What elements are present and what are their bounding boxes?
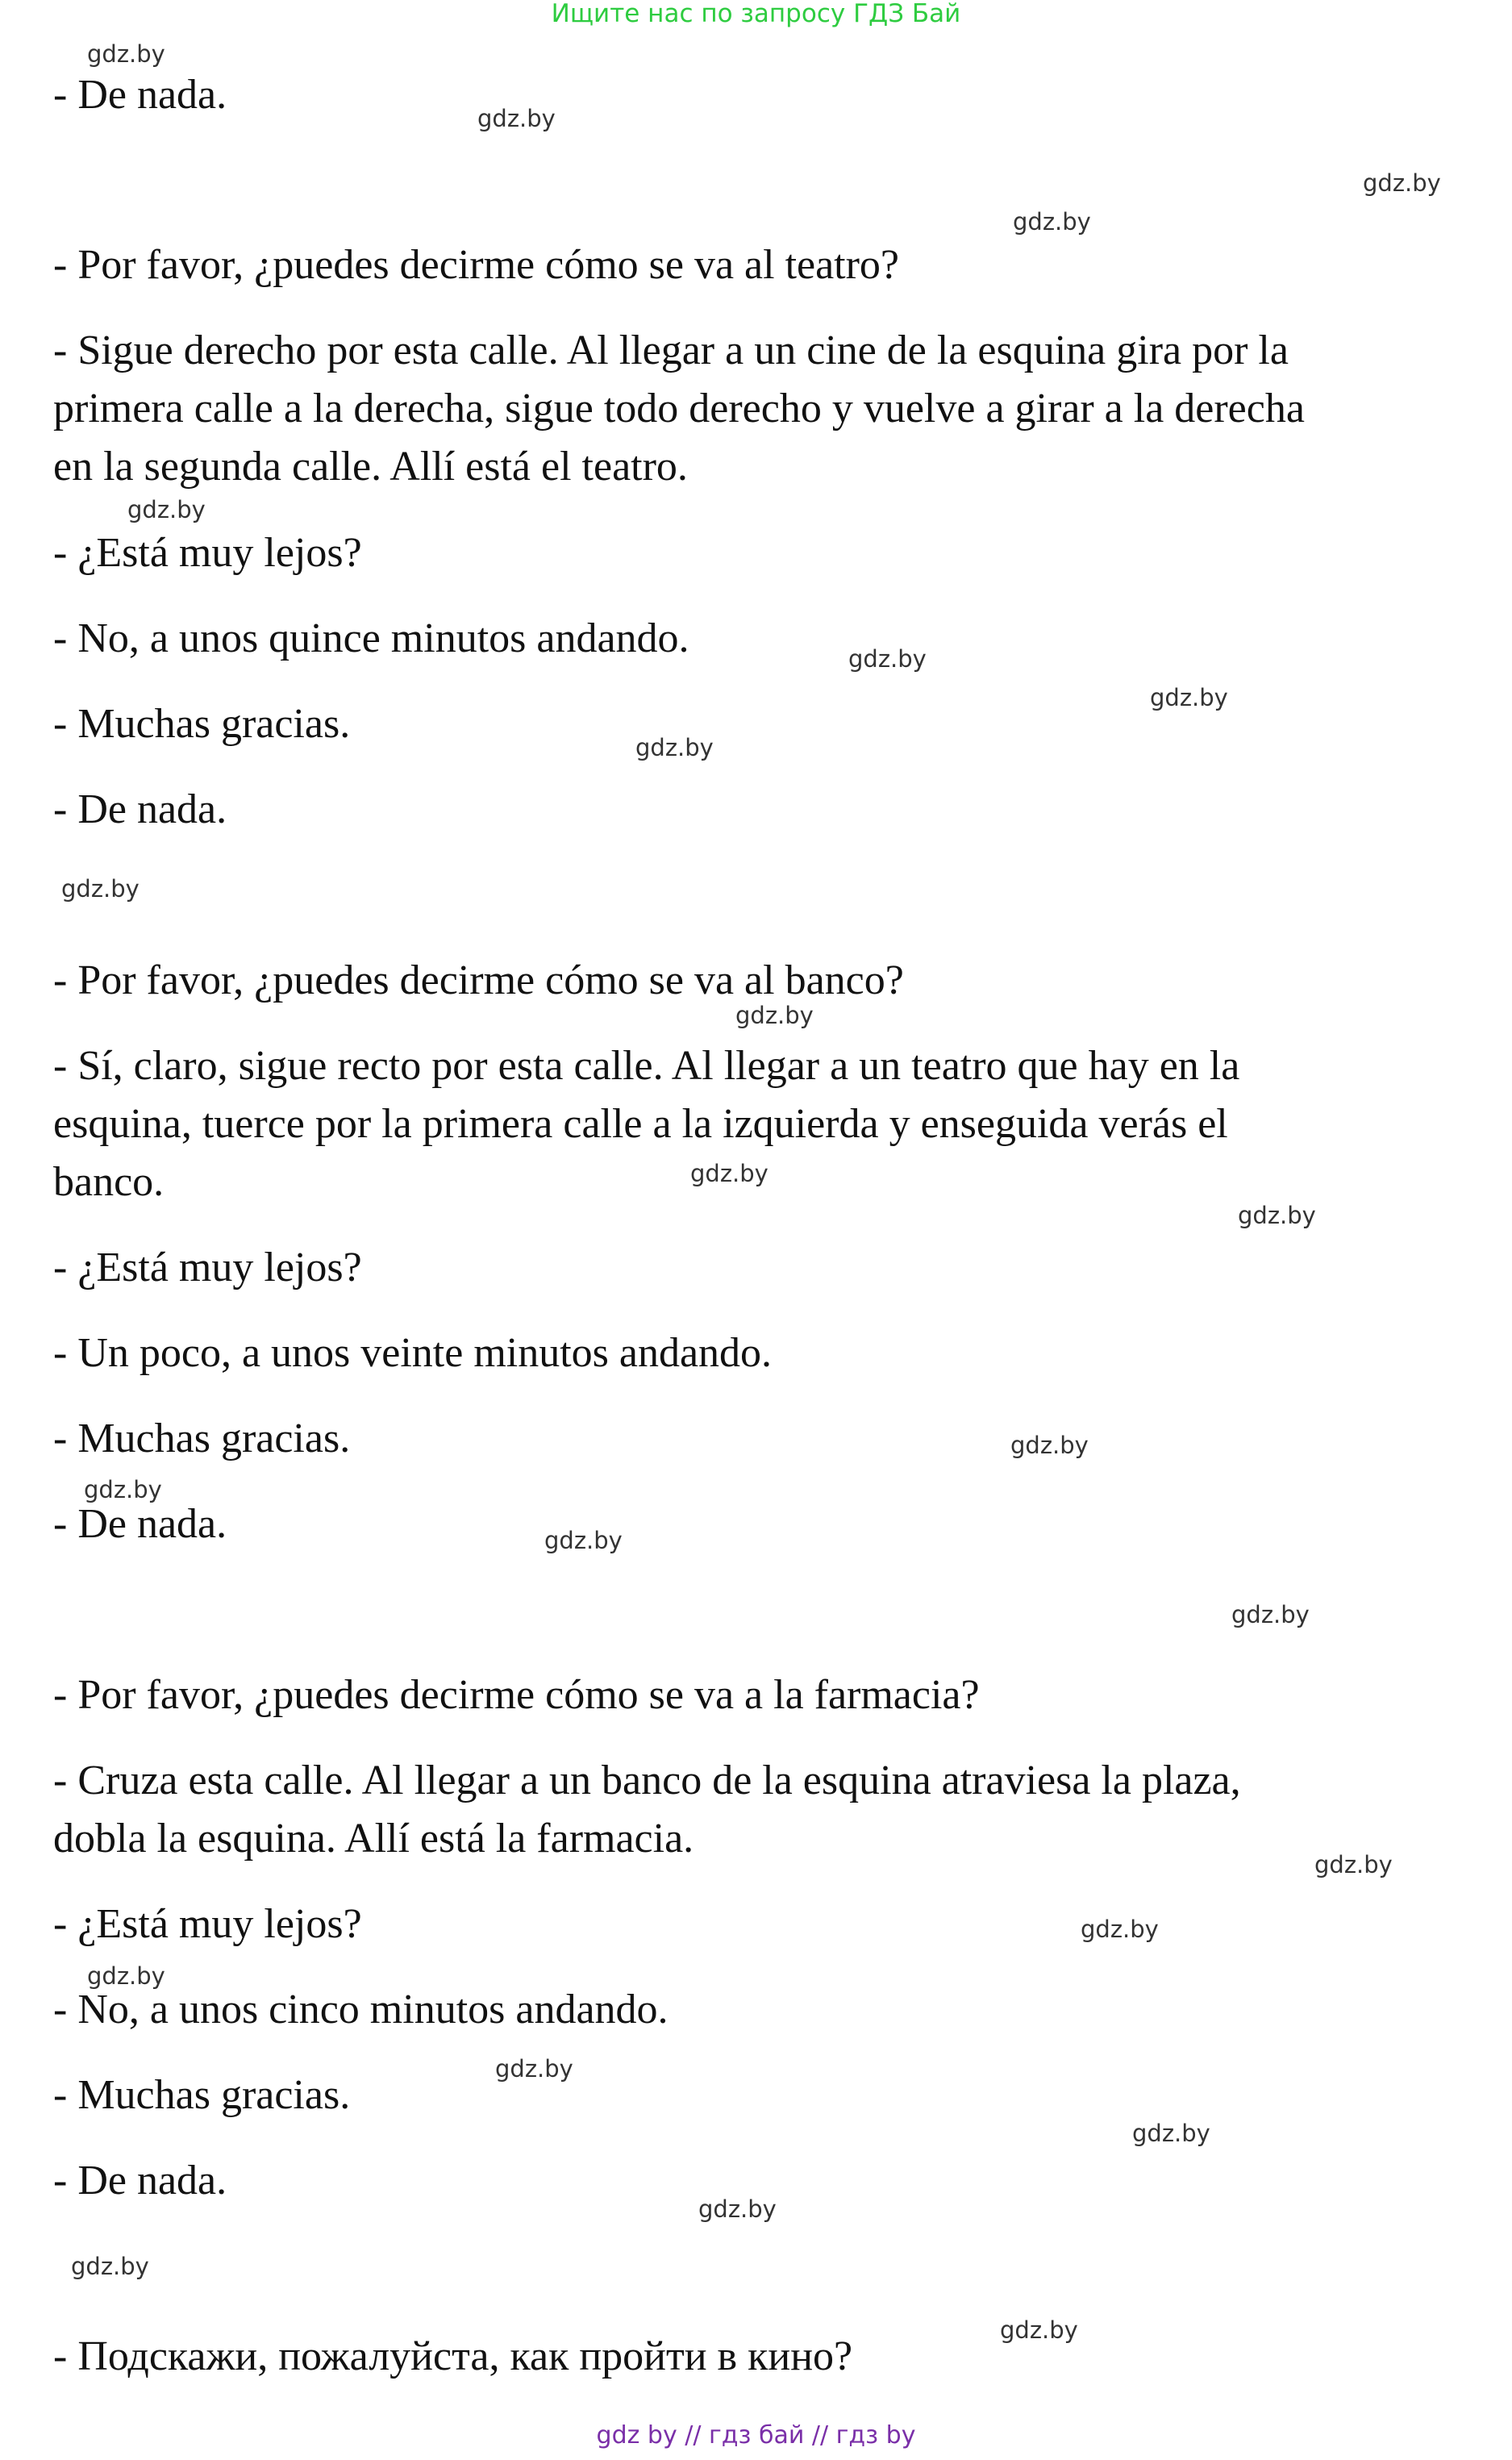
watermark: gdz.by [848,645,927,673]
dialogue-line: - No, a unos cinco minutos andando. [53,1987,669,2033]
dialogue-line: - De nada. [53,1501,227,1547]
footer-watermark: gdz by // гдз бай // гдз by [596,2421,916,2450]
dialogue-line: banco. [53,1159,165,1205]
watermark: gdz.by [1000,2316,1078,2344]
watermark: gdz.by [84,1476,162,1503]
dialogue-line: - ¿Está muy lejos? [53,530,362,576]
dialogue-line: - ¿Está muy lejos? [53,1901,362,1947]
dialogue-line: - Muchas gracias. [53,701,351,747]
watermark: gdz.by [1363,169,1441,197]
dialogue-line: - No, a unos quince minutos andando. [53,615,689,661]
dialogue-line: - Por favor, ¿puedes decirme cómo se va al teatro? [53,242,900,288]
top-banner: Ищите нас по запросу ГДЗ Бай [551,0,961,28]
dialogue-line: - Muchas gracias. [53,2072,351,2118]
watermark: gdz.by [1010,1432,1089,1459]
dialogue-line: - De nada. [53,786,227,832]
watermark: gdz.by [544,1527,623,1554]
dialogue-line: - Sigue derecho por esta calle. Al llegar a un cine de la esquina gira por la [53,327,1289,373]
dialogue-line: - Por favor, ¿puedes decirme cómo se va a la farmacia? [53,1672,980,1718]
dialogue-line: - Cruza esta calle. Al llegar a un banco de la esquina atraviesa la plaza, [53,1757,1241,1803]
watermark: gdz.by [477,105,556,132]
dialogue-line: - Подскажи, пожалуйста, как пройти в кино? [53,2333,853,2379]
watermark: gdz.by [1013,208,1091,236]
dialogue-line: esquina, tuerce por la primera calle a la izquierda y enseguida verás el [53,1101,1228,1147]
watermark: gdz.by [61,875,140,903]
dialogue-line: - Por favor, ¿puedes decirme cómo se va al banco? [53,957,904,1003]
watermark: gdz.by [635,734,714,761]
watermark: gdz.by [1132,2120,1210,2147]
watermark: gdz.by [495,2055,573,2083]
watermark: gdz.by [1238,1202,1316,1229]
dialogue-line: primera calle a la derecha, sigue todo derecho y vuelve a girar a la derecha [53,386,1305,432]
dialogue-line: - Sí, claro, sigue recto por esta calle. Al llegar a un teatro que hay en la [53,1043,1240,1089]
watermark: gdz.by [690,1160,768,1187]
dialogue-line: en la segunda calle. Allí está el teatro. [53,444,688,490]
watermark: gdz.by [87,40,165,68]
watermark: gdz.by [127,496,206,523]
watermark: gdz.by [735,1002,814,1029]
dialogue-line: - De nada. [53,2158,227,2204]
dialogue-line: - De nada. [53,72,227,118]
dialogue-line: - Un poco, a unos veinte minutos andando. [53,1330,773,1376]
watermark: gdz.by [87,1962,165,1990]
dialogue-line: dobla la esquina. Allí está la farmacia. [53,1816,694,1862]
watermark: gdz.by [1314,1851,1393,1878]
dialogue-line: - ¿Está muy lejos? [53,1245,362,1290]
watermark: gdz.by [698,2195,777,2223]
watermark: gdz.by [1081,1916,1159,1943]
watermark: gdz.by [1231,1601,1310,1628]
dialogue-line: - Muchas gracias. [53,1416,351,1461]
watermark: gdz.by [1150,684,1228,711]
watermark: gdz.by [71,2253,149,2280]
